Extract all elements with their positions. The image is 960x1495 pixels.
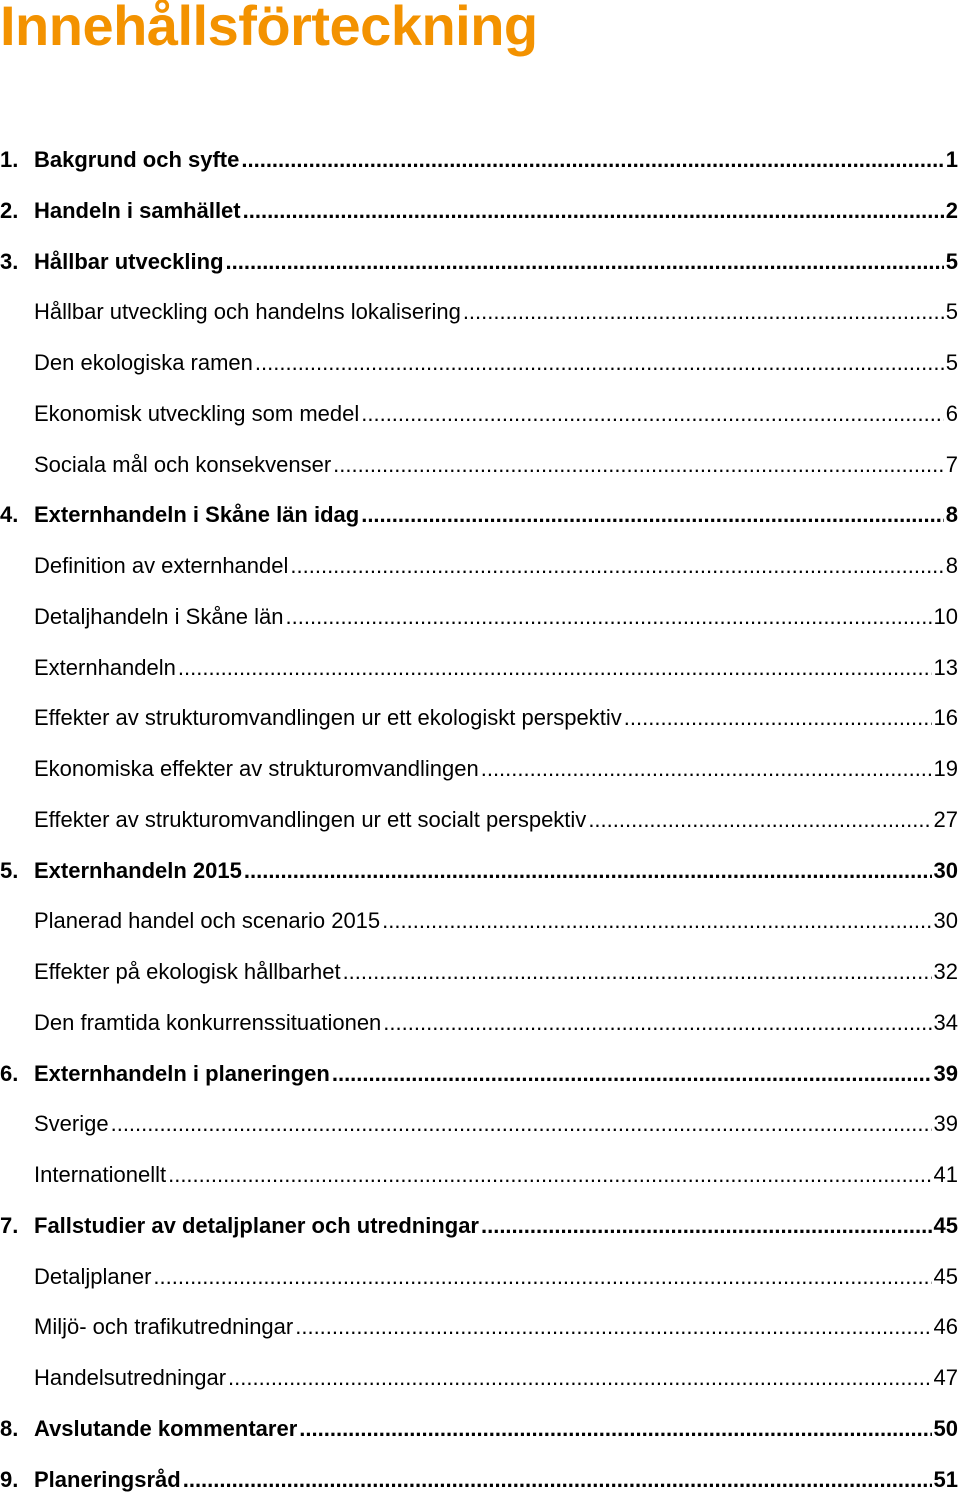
toc-chapter-entry[interactable]: [0, 196, 958, 226]
toc-section-entry[interactable]: [0, 1312, 958, 1342]
toc-entry-page-number: 5: [945, 248, 958, 274]
toc-dot-leader: [383, 1008, 931, 1038]
toc-entry-number: 8.: [0, 1415, 19, 1441]
toc-dot-leader: [168, 1160, 931, 1190]
toc-entry-page-number: 46: [933, 1314, 958, 1340]
toc-chapter-entry[interactable]: [0, 500, 958, 530]
toc-dot-leader: [361, 399, 944, 429]
toc-entry-label: Den framtida konkurrenssituationen: [34, 1009, 382, 1035]
toc-entry-page-number: 13: [933, 654, 958, 680]
toc-entry-page-number: 16: [933, 705, 958, 731]
toc-dot-leader: [463, 297, 944, 327]
toc-dot-leader: [588, 805, 931, 835]
toc-section-entry[interactable]: [0, 957, 958, 987]
toc-chapter-entry[interactable]: [0, 247, 958, 277]
toc-entry-page-number: 45: [933, 1212, 958, 1238]
toc-entry-label: Hållbar utveckling: [34, 248, 224, 274]
toc-dot-leader: [382, 906, 931, 936]
toc-entry-label: Externhandeln: [34, 654, 176, 680]
toc-entry-page-number: 30: [933, 857, 958, 883]
toc-entry-page-number: 30: [933, 908, 958, 934]
toc-chapter-entry[interactable]: [0, 1059, 958, 1089]
toc-entry-label: Handeln i samhället: [34, 197, 241, 223]
toc-dot-leader: [243, 196, 944, 226]
toc-section-entry[interactable]: [0, 754, 958, 784]
toc-section-entry[interactable]: [0, 551, 958, 581]
toc-section-entry[interactable]: [0, 653, 958, 683]
toc-dot-leader: [481, 754, 932, 784]
toc-section-entry[interactable]: [0, 1363, 958, 1393]
toc-section-entry[interactable]: [0, 906, 958, 936]
toc-dot-leader: [332, 1059, 932, 1089]
toc-dot-leader: [183, 1465, 932, 1495]
toc-entry-label: Ekonomiska effekter av strukturomvandlingen: [34, 756, 479, 781]
toc-chapter-entry[interactable]: [0, 1465, 958, 1495]
toc-entry-label: Internationellt: [34, 1162, 167, 1187]
toc-dot-leader: [299, 1414, 931, 1444]
toc-entry-number: 7.: [0, 1212, 19, 1238]
toc-dot-leader: [153, 1262, 931, 1292]
toc-dot-leader: [255, 348, 944, 378]
toc-entry-page-number: 5: [945, 299, 958, 325]
toc-section-entry[interactable]: [0, 602, 958, 632]
toc-entry-number: 2.: [0, 197, 19, 223]
toc-dot-leader: [481, 1211, 932, 1241]
toc-dot-leader: [228, 1363, 931, 1393]
page-title: Innehållsförteckning: [0, 0, 538, 57]
toc-dot-leader: [624, 703, 932, 733]
toc-entry-page-number: 32: [933, 959, 958, 984]
toc-entry-number: 3.: [0, 248, 19, 274]
toc-dot-leader: [241, 145, 943, 175]
toc-chapter-entry[interactable]: [0, 1414, 958, 1444]
toc-entry-label: Definition av externhandel: [34, 553, 289, 578]
toc-section-entry[interactable]: [0, 703, 958, 733]
toc-entry-label: Effekter av strukturomvandlingen ur ett ekologiskt perspektiv: [34, 705, 622, 731]
toc-entry-number: 5.: [0, 857, 19, 883]
toc-entry-page-number: 39: [933, 1111, 958, 1137]
toc-entry-label: Miljö- och trafikutredningar: [34, 1314, 294, 1340]
toc-section-entry[interactable]: [0, 450, 958, 480]
toc-entry-page-number: 10: [933, 603, 958, 629]
toc-entry-label: Bakgrund och syfte: [34, 147, 240, 172]
toc-entry-label: Handelsutredningar: [34, 1365, 227, 1390]
toc-dot-leader: [178, 653, 932, 683]
toc-entry-page-number: 51: [933, 1466, 958, 1492]
toc-section-entry[interactable]: [0, 805, 958, 835]
toc-entry-label: Effekter på ekologisk hållbarhet: [34, 959, 341, 984]
toc-section-entry[interactable]: [0, 399, 958, 429]
toc-dot-leader: [111, 1109, 932, 1139]
toc-entry-label: Externhandeln 2015: [34, 857, 242, 883]
toc-entry-page-number: 8: [945, 502, 958, 528]
toc-chapter-entry[interactable]: [0, 856, 958, 886]
toc-section-entry[interactable]: [0, 348, 958, 378]
toc-dot-leader: [290, 551, 943, 581]
toc-entry-page-number: 5: [945, 350, 958, 375]
toc-dot-leader: [226, 247, 944, 277]
toc-entry-label: Fallstudier av detaljplaner och utredningar: [34, 1212, 479, 1238]
toc-entry-number: 4.: [0, 502, 19, 528]
toc-entry-label: Hållbar utveckling och handelns lokalisering: [34, 299, 461, 325]
toc-dot-leader: [286, 602, 932, 632]
toc-entry-page-number: 6: [945, 400, 958, 426]
toc-section-entry[interactable]: [0, 1109, 958, 1139]
toc-dot-leader: [333, 450, 944, 480]
toc-entry-number: 6.: [0, 1060, 19, 1086]
toc-dot-leader: [295, 1312, 931, 1342]
toc-section-entry[interactable]: [0, 297, 958, 327]
toc-entry-page-number: 1: [945, 147, 958, 172]
toc-entry-label: Sociala mål och konsekvenser: [34, 451, 332, 477]
toc-entry-label: Sverige: [34, 1111, 109, 1137]
toc-entry-page-number: 8: [945, 553, 958, 578]
toc-entry-page-number: 34: [933, 1009, 958, 1035]
toc-chapter-entry[interactable]: [0, 145, 958, 175]
toc-entry-page-number: 2: [945, 197, 958, 223]
toc-entry-label: Detaljhandeln i Skåne län: [34, 603, 284, 629]
toc-entry-page-number: 50: [933, 1415, 958, 1441]
toc-entry-label: Detaljplaner: [34, 1263, 152, 1289]
toc-dot-leader: [361, 500, 944, 530]
toc-entry-label: Planeringsråd: [34, 1466, 181, 1492]
toc-dot-leader: [343, 957, 932, 987]
toc-section-entry[interactable]: [0, 1262, 958, 1292]
toc-entry-page-number: 19: [933, 756, 958, 781]
toc-chapter-entry[interactable]: [0, 1211, 958, 1241]
toc-section-entry[interactable]: [0, 1160, 958, 1190]
toc-entry-label: Externhandeln i planeringen: [34, 1060, 330, 1086]
toc-entry-page-number: 39: [933, 1060, 958, 1086]
toc-entry-number: 9.: [0, 1466, 19, 1492]
toc-entry-label: Planerad handel och scenario 2015: [34, 908, 381, 934]
toc-entry-page-number: 41: [933, 1162, 958, 1187]
toc-section-entry[interactable]: [0, 1008, 958, 1038]
toc-entry-page-number: 7: [945, 451, 958, 477]
toc-entry-label: Externhandeln i Skåne län idag: [34, 502, 360, 528]
toc-entry-number: 1.: [0, 147, 19, 172]
toc-entry-label: Den ekologiska ramen: [34, 350, 253, 375]
toc-entry-page-number: 47: [933, 1365, 958, 1390]
toc-entry-label: Avslutande kommentarer: [34, 1415, 298, 1441]
toc-entry-page-number: 27: [933, 806, 958, 832]
toc-entry-label: Effekter av strukturomvandlingen ur ett socialt perspektiv: [34, 806, 587, 832]
toc-entry-page-number: 45: [933, 1263, 958, 1289]
toc-dot-leader: [244, 856, 932, 886]
toc-entry-label: Ekonomisk utveckling som medel: [34, 400, 360, 426]
